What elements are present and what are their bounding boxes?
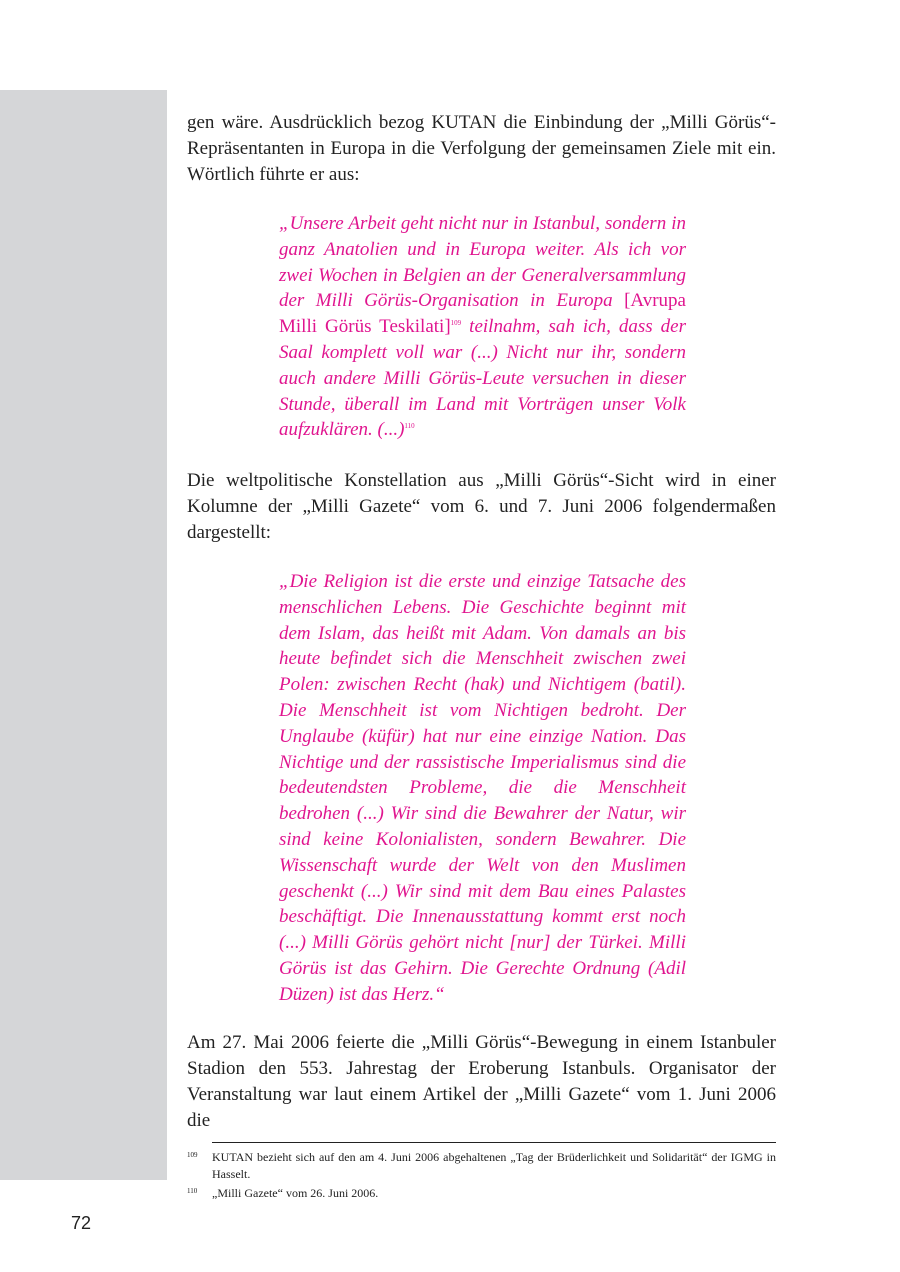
footnote-ref-109[interactable]: 109	[450, 319, 462, 328]
block-quote-kutan	[279, 211, 686, 443]
footnote-text: KUTAN bezieht sich auf den am 4. Juni 2006 abgehaltenen „Tag der Brüderlichkeit und Solidarität“ der IGMG in Hasselt.	[212, 1150, 776, 1181]
page-number: 72	[71, 1213, 92, 1233]
body-paragraph-1: gen wäre. Ausdrücklich bezog KUTAN die Einbindung der „Milli Görüs“-Repräsentanten in Europa in die Verfolgung der gemeinsamen Ziele mit ein. Wörtlich führte er aus:	[187, 112, 776, 185]
margin-sidebar	[0, 90, 167, 1180]
footnote-ref-110[interactable]: 110	[404, 422, 415, 431]
block-quote-milli-gazete: „Die Religion ist die erste und einzige Tatsache des menschlichen Lebens. Die Geschichte beginnt mit dem Islam, das heißt mit Adam. Von damals an bis heute befindet sich die Menschheit zwischen zwei Polen: zwischen Recht (hak) und Nichtigem (batil). Die Menschheit ist vom Nichtigen bedroht. Der Unglaube (küfür) hat nur eine einzige Nation. Das Nichtige und der rassistische Imperialismus sind die bedeutendsten Probleme, die die Menschheit bedrohen (...) Wir sind die Bewahrer der Natur, wir sind keine Kolonialisten, sondern Bewahrer. Die Wissenschaft wurde der Welt von den Muslimen geschenkt (...) Wir sind mit dem Bau eines Palastes beschäftigt. Die Innenausstattung kommt erst noch (...) Milli Görüs gehört nicht [nur] der Türkei. Milli Görüs ist das Gehirn. Die Gerechte Ordnung (Adil Düzen) ist das Herz.“	[279, 571, 686, 1005]
footnote-110	[187, 1185, 776, 1202]
footnote-number: 110	[187, 1187, 198, 1195]
footnote-number: 109	[187, 1151, 198, 1159]
body-paragraph-2: Die weltpolitische Konstellation aus „Milli Görüs“-Sicht wird in einer Kolumne der „Milli Gazete“ vom 6. und 7. Juni 2006 folgendermaßen dargestellt:	[187, 470, 776, 543]
footnote-109	[187, 1149, 776, 1183]
quote-text: „Unsere Arbeit geht nicht nur in Istanbul, sondern in ganz Anatolien und in Europa weiter. Als ich vor zwei Wochen in Belgien an der Generalversammlung der Milli Görüs-Organisation in Europa	[279, 213, 686, 312]
quote-text-continued: teilnahm, sah ich, dass der Saal komplett voll war (...) Nicht nur ihr, sondern auch andere Milli Görüs-Leute versuchen in dieser Stunde, überall im Land mit Vorträgen unser Volk aufzuklären. (...)	[279, 316, 687, 441]
footnote-divider	[212, 1142, 776, 1143]
quote-insertion: [Avrupa Milli Görüs Teskilati]	[279, 290, 686, 338]
footnote-text: „Milli Gazete“ vom 26. Juni 2006.	[212, 1186, 379, 1200]
body-paragraph-3: Am 27. Mai 2006 feierte die „Milli Görüs“-Bewegung in einem Istanbuler Stadion den 553. Jahrestag der Eroberung Istanbuls. Organisator der Veranstaltung war laut einem Artikel der „Milli Gazete“ vom 1. Juni 2006 die	[187, 1032, 776, 1131]
